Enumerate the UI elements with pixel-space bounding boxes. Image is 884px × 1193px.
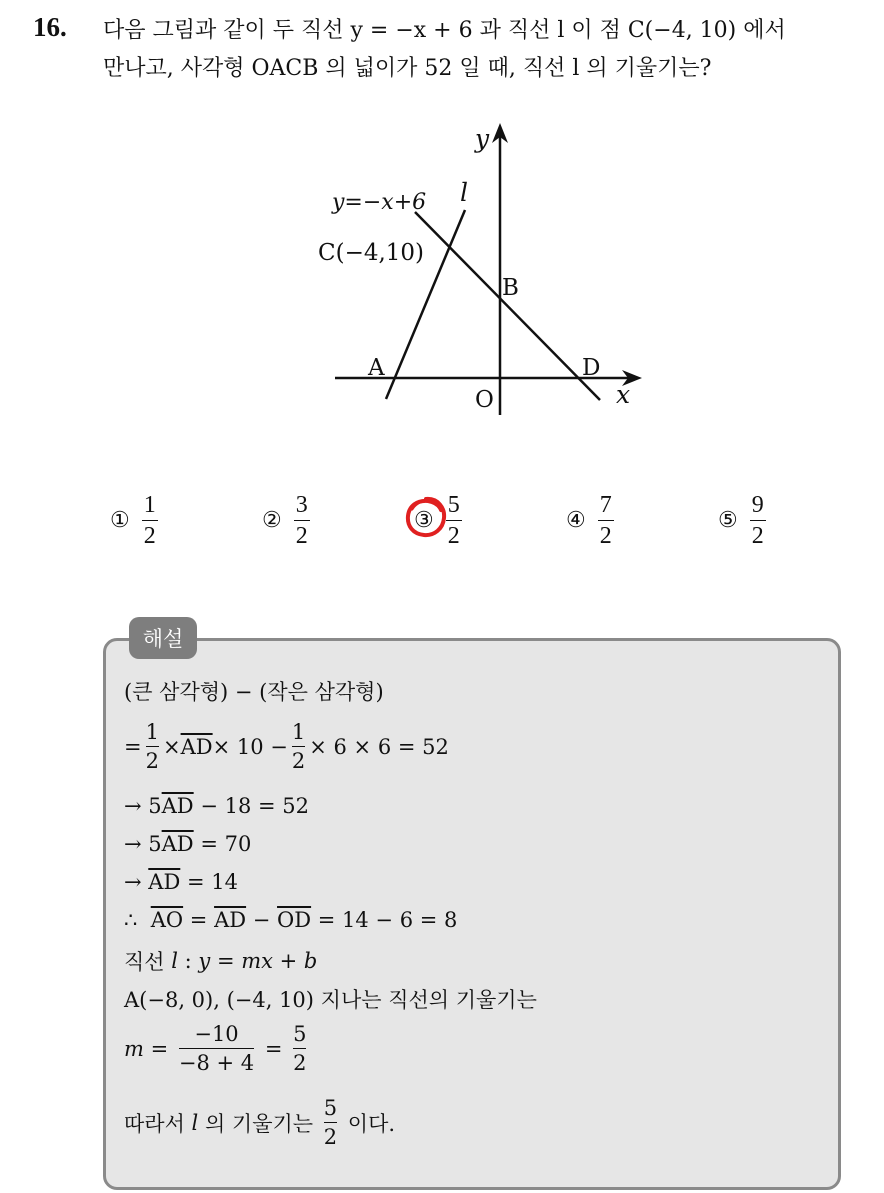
fraction (146, 720, 159, 773)
fraction (293, 1022, 306, 1075)
math-text: × 6 × 6 = 52 (309, 734, 449, 759)
line-l-label: l (460, 178, 468, 207)
numerator: 5 (447, 491, 460, 518)
choice-fraction (598, 492, 614, 549)
var-m: m (124, 1036, 144, 1061)
numerator: 5 (323, 1096, 338, 1120)
choice-3[interactable] (414, 488, 462, 552)
math-text: = 70 (193, 832, 252, 856)
solution-line-3 (124, 794, 309, 818)
choice-fraction (294, 492, 310, 549)
segment-ad: $\overline{AD}$ (180, 734, 213, 759)
math-text: 따라서 (124, 1111, 192, 1136)
denominator: 2 (291, 749, 306, 773)
denominator: 2 (145, 749, 159, 773)
choice-number: ⑤ (718, 507, 738, 533)
choice-fraction (446, 492, 462, 549)
math-text: = (143, 1036, 175, 1061)
denominator: 2 (323, 1125, 338, 1149)
fraction-bar (179, 1048, 254, 1049)
math-text: : (177, 949, 199, 973)
solution-line-6 (124, 908, 457, 932)
line-y-neg-x-plus-6 (415, 212, 600, 400)
math-text: 직선 (124, 950, 172, 974)
fraction-bar (146, 746, 159, 747)
math-text: → 5 (124, 794, 162, 818)
question-line-2: 만나고, 사각형 OACB 의 넓이가 52 일 때, 직선 l 의 기울기는? (103, 56, 712, 81)
fraction-bar (142, 520, 158, 521)
segment-ad: $\overline{AD}$ (161, 794, 194, 818)
fraction-bar (750, 520, 766, 521)
var-l: l (171, 949, 178, 973)
denominator: 2 (447, 522, 460, 549)
question-text (103, 12, 873, 88)
fraction-bar (598, 520, 614, 521)
fraction-bar (292, 746, 305, 747)
numerator: 7 (599, 491, 612, 518)
solution-line-2 (124, 720, 449, 773)
fraction (179, 1022, 254, 1075)
point-a-label: A (368, 355, 385, 381)
fraction (292, 720, 305, 773)
segment-ad: $\overline{AD}$ (161, 832, 194, 856)
point-d-label: D (582, 355, 601, 381)
question-number: 16. (33, 12, 67, 42)
denominator: 2 (599, 522, 612, 549)
x-axis-label: x (616, 380, 631, 409)
math-text: → 5 (124, 832, 162, 856)
choice-fraction (142, 492, 158, 549)
choice-2[interactable] (262, 488, 310, 552)
solution-line-7 (124, 946, 317, 976)
fraction-bar (446, 520, 462, 521)
math-text: × 10 − (212, 734, 288, 759)
solution-line-10 (124, 1096, 395, 1149)
answer-choices (0, 488, 884, 552)
line-l (386, 210, 465, 399)
coordinate-figure (300, 115, 660, 435)
choice-1[interactable] (110, 488, 158, 552)
denominator: 2 (751, 522, 764, 549)
point-c-label: C(−4,10) (318, 240, 425, 266)
choice-number-text: ③ (414, 507, 434, 533)
math-text: → (124, 870, 149, 894)
y-axis-label: y (475, 124, 490, 153)
denominator: 2 (295, 522, 308, 549)
math-text: − (246, 908, 278, 932)
math-text: − 18 = 52 (193, 794, 309, 818)
numerator: 1 (291, 720, 306, 744)
choice-5[interactable] (718, 488, 766, 552)
choice-number: ① (110, 507, 130, 533)
solution-line-1: (큰 삼각형) − (작은 삼각형) (124, 680, 384, 704)
numerator: 5 (293, 1022, 307, 1046)
fraction-bar (324, 1122, 337, 1123)
denominator: −8 + 4 (178, 1051, 255, 1075)
answer-circle-mark-icon (404, 495, 448, 539)
eq-sign: = (124, 734, 142, 759)
choice-number: ④ (566, 507, 586, 533)
segment-ad: $\overline{AD}$ (214, 908, 247, 932)
choice-number: ② (262, 507, 282, 533)
math-text: = 14 − 6 = 8 (311, 908, 458, 932)
numerator: 1 (143, 491, 156, 518)
denominator: 2 (293, 1051, 307, 1075)
math-text: = (183, 908, 215, 932)
solution-line-9 (124, 1022, 310, 1075)
origin-label: O (475, 387, 494, 413)
var-l: l (191, 1110, 199, 1135)
point-b-label: B (502, 275, 519, 301)
line1-label: y=−x+6 (332, 190, 427, 215)
choice-fraction (750, 492, 766, 549)
math-text: = (258, 1036, 290, 1061)
segment-od: $\overline{OD}$ (277, 908, 312, 932)
numerator: 9 (751, 491, 764, 518)
choice-4[interactable] (566, 488, 614, 552)
solution-line-8: A(−8, 0), (−4, 10) 지나는 직선의 기울기는 (124, 988, 537, 1012)
choice-number (414, 508, 434, 533)
fraction-bar (294, 520, 310, 521)
segment-ao: $\overline{AO}$ (150, 908, 184, 932)
question-line-1: 다음 그림과 같이 두 직선 y = −x + 6 과 직선 l 이 점 C(−4, 10) 에서 (103, 18, 786, 43)
numerator: −10 (194, 1022, 239, 1046)
numerator: 3 (295, 491, 308, 518)
solution-tag: 해설 (129, 617, 197, 659)
solution-line-4 (124, 832, 251, 856)
line-equation: y = mx + b (198, 949, 318, 973)
math-text: 의 기울기는 (198, 1111, 320, 1136)
math-text: 이다. (341, 1111, 396, 1136)
fraction-bar (293, 1048, 306, 1049)
math-text: × (162, 734, 181, 759)
numerator: 1 (145, 720, 159, 744)
denominator: 2 (143, 522, 156, 549)
fraction (324, 1096, 337, 1149)
math-text: = 14 (180, 870, 238, 894)
solution-line-5 (124, 870, 238, 894)
math-text: ∴ (124, 908, 151, 932)
segment-ad: $\overline{AD}$ (148, 870, 181, 894)
